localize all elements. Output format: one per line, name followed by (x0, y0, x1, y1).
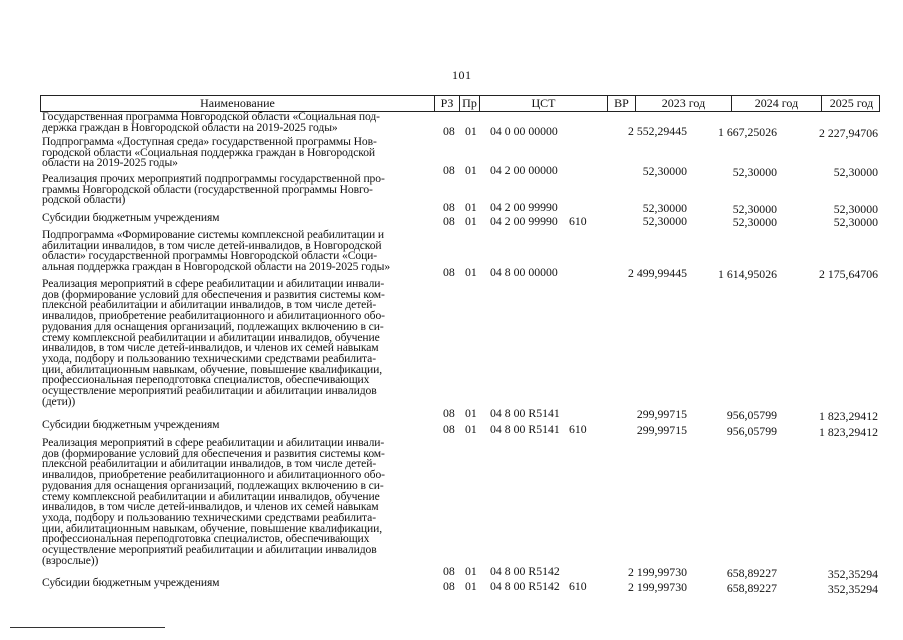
row-2023: 52,30000 (642, 201, 687, 215)
row-pr: 01 (465, 406, 477, 420)
row-2025: 52,30000 (833, 215, 878, 229)
table-row (42, 418, 882, 439)
row-name: Субсидии бюджетным учреждениям (42, 576, 220, 589)
row-pr: 01 (465, 564, 477, 578)
row-rz: 08 (443, 124, 455, 138)
row-rz: 08 (443, 564, 455, 578)
row-rz: 08 (443, 214, 455, 228)
row-cst: 04 8 00 R5142 (490, 564, 560, 578)
table-row (42, 228, 882, 281)
row-vr: 610 (569, 422, 587, 436)
row-pr: 01 (465, 579, 477, 593)
row-2023: 2 199,99730 (628, 580, 687, 594)
header-2025: 2025 год (829, 96, 874, 110)
row-2025: 52,30000 (833, 165, 878, 179)
table-row (42, 110, 882, 140)
row-pr: 01 (465, 422, 477, 436)
row-2023: 52,30000 (642, 214, 687, 228)
table-row (42, 174, 882, 216)
row-2024: 52,30000 (732, 202, 777, 216)
row-cst: 04 2 00 99990 (490, 214, 558, 228)
row-2023: 299,99715 (636, 407, 687, 421)
row-2024: 956,05799 (726, 408, 777, 422)
table-row (42, 211, 882, 229)
table-row (42, 436, 882, 581)
row-2024: 658,89227 (726, 566, 777, 580)
header-name: Наименование (41, 96, 435, 111)
row-name: Субсидии бюджетным учреждениям (42, 211, 220, 224)
row-rz: 08 (443, 406, 455, 420)
row-cst: 04 8 00 00000 (490, 265, 558, 279)
row-2025: 352,35294 (827, 567, 878, 581)
row-2024: 52,30000 (732, 165, 777, 179)
row-name: Реализация мероприятий в сфере реабилитации и абилитации инвали- дов (формирование условий для обеспечения и развития системы ком- плексной реабилитации и абилитации инвалидов, в том числе детей- инвалидов, приобретение реабилитационного и абилитационного обо- рудования для оснащения организаций, подлежащих включению в си- стему комплексной реабилитации и абилитации инвалидов, обучение инвалидов, в том числе детей-инвалидов, и членов их семей навыкам ухода, подбору и пользованию техническими средствами реабилита- ции, абилитационным навыкам, обучение, повышение квалификации, профессиональная переподготовка специалистов, обеспечивающих осуществление мероприятий реабилитации и абилитации инвалидов (дети)) (42, 277, 385, 408)
row-name: Субсидии бюджетным учреждениям (42, 418, 220, 431)
row-rz: 08 (443, 163, 455, 177)
table-row (42, 279, 882, 421)
footnote-divider (10, 627, 165, 628)
header-cst: ЦСТ (480, 96, 608, 111)
row-rz: 08 (443, 265, 455, 279)
row-name: Подпрограмма «Доступная среда» государственной программы Нов- городской области «Социальная поддержка граждан в Новгородской области на 2019-2025 годы» (42, 135, 377, 170)
row-rz: 08 (443, 422, 455, 436)
row-2025: 2 175,64706 (819, 267, 878, 281)
row-pr: 01 (465, 124, 477, 138)
row-2025: 52,30000 (833, 202, 878, 216)
row-2023: 2 552,29445 (628, 124, 687, 138)
row-name: Реализация мероприятий в сфере реабилитации и абилитации инвали- дов (формирование условий для обеспечения и развития системы ком- плексной реабилитации и абилитации инвалидов, в том числе детей- инвалидов, приобретение реабилитационного и абилитационного обо- рудования для оснащения организаций, подлежащих включению в си- стему комплексной реабилитации и абилитации инвалидов, обучение инвалидов, в том числе детей-инвалидов, и членов их семей навыкам ухода, подбору и пользованию техническими средствами реабилита- ции, абилитационным навыкам, обучение, повышение квалификации, профессиональная переподготовка специалистов, обеспечивающих осуществление мероприятий реабилитации и абилитации инвалидов (взрослые)) (42, 436, 385, 567)
row-2024: 658,89227 (726, 581, 777, 595)
header-rz: РЗ (435, 96, 460, 111)
header-vr: ВР (608, 96, 636, 111)
row-2023: 2 499,99445 (628, 266, 687, 280)
row-2023: 299,99715 (636, 423, 687, 437)
row-pr: 01 (465, 163, 477, 177)
row-2025: 352,35294 (827, 582, 878, 596)
row-2025: 1 823,29412 (819, 409, 878, 423)
row-rz: 08 (443, 579, 455, 593)
row-vr: 610 (569, 579, 587, 593)
row-2024: 52,30000 (732, 215, 777, 229)
row-name: Реализация прочих мероприятий подпрограммы государственной про- граммы Новгородской области (государственной программы Новго- родской области) (42, 172, 385, 207)
row-pr: 01 (465, 265, 477, 279)
header-2023: 2023 год (636, 96, 732, 111)
row-cst: 04 2 00 00000 (490, 163, 558, 177)
row-vr: 610 (569, 214, 587, 228)
row-2024: 956,05799 (726, 424, 777, 438)
row-cst: 04 8 00 R5141 (490, 406, 560, 420)
table-row (42, 576, 882, 596)
row-name: Государственная программа Новгородской области «Социальная под- держка граждан в Новгородской области на 2019-2025 годы» (42, 110, 380, 134)
row-2023: 52,30000 (642, 164, 687, 178)
row-2025: 2 227,94706 (819, 126, 878, 140)
row-2024: 1 614,95026 (718, 267, 777, 281)
row-pr: 01 (465, 200, 477, 214)
row-cst: 04 8 00 R5141 (490, 422, 560, 436)
row-cst: 04 0 00 00000 (490, 124, 558, 138)
header-2024: 2024 год (732, 96, 822, 111)
row-cst: 04 2 00 99990 (490, 200, 558, 214)
row-2023: 2 199,99730 (628, 565, 687, 579)
row-rz: 08 (443, 200, 455, 214)
row-pr: 01 (465, 214, 477, 228)
row-2025: 1 823,29412 (819, 425, 878, 439)
page-number: 101 (452, 68, 472, 82)
row-2024: 1 667,25026 (718, 125, 777, 139)
row-name: Подпрограмма «Формирование системы комплексной реабилитации и абилитации инвалидов, в том числе детей-инвалидов, в Новгородской области» государственной программы Новгородской области «Соци- альная поддержка граждан в Новгородской области на 2019-2025 годы» (42, 228, 391, 274)
row-cst: 04 8 00 R5142 (490, 579, 560, 593)
header-pr: Пр (460, 96, 480, 111)
table-row (42, 135, 882, 179)
